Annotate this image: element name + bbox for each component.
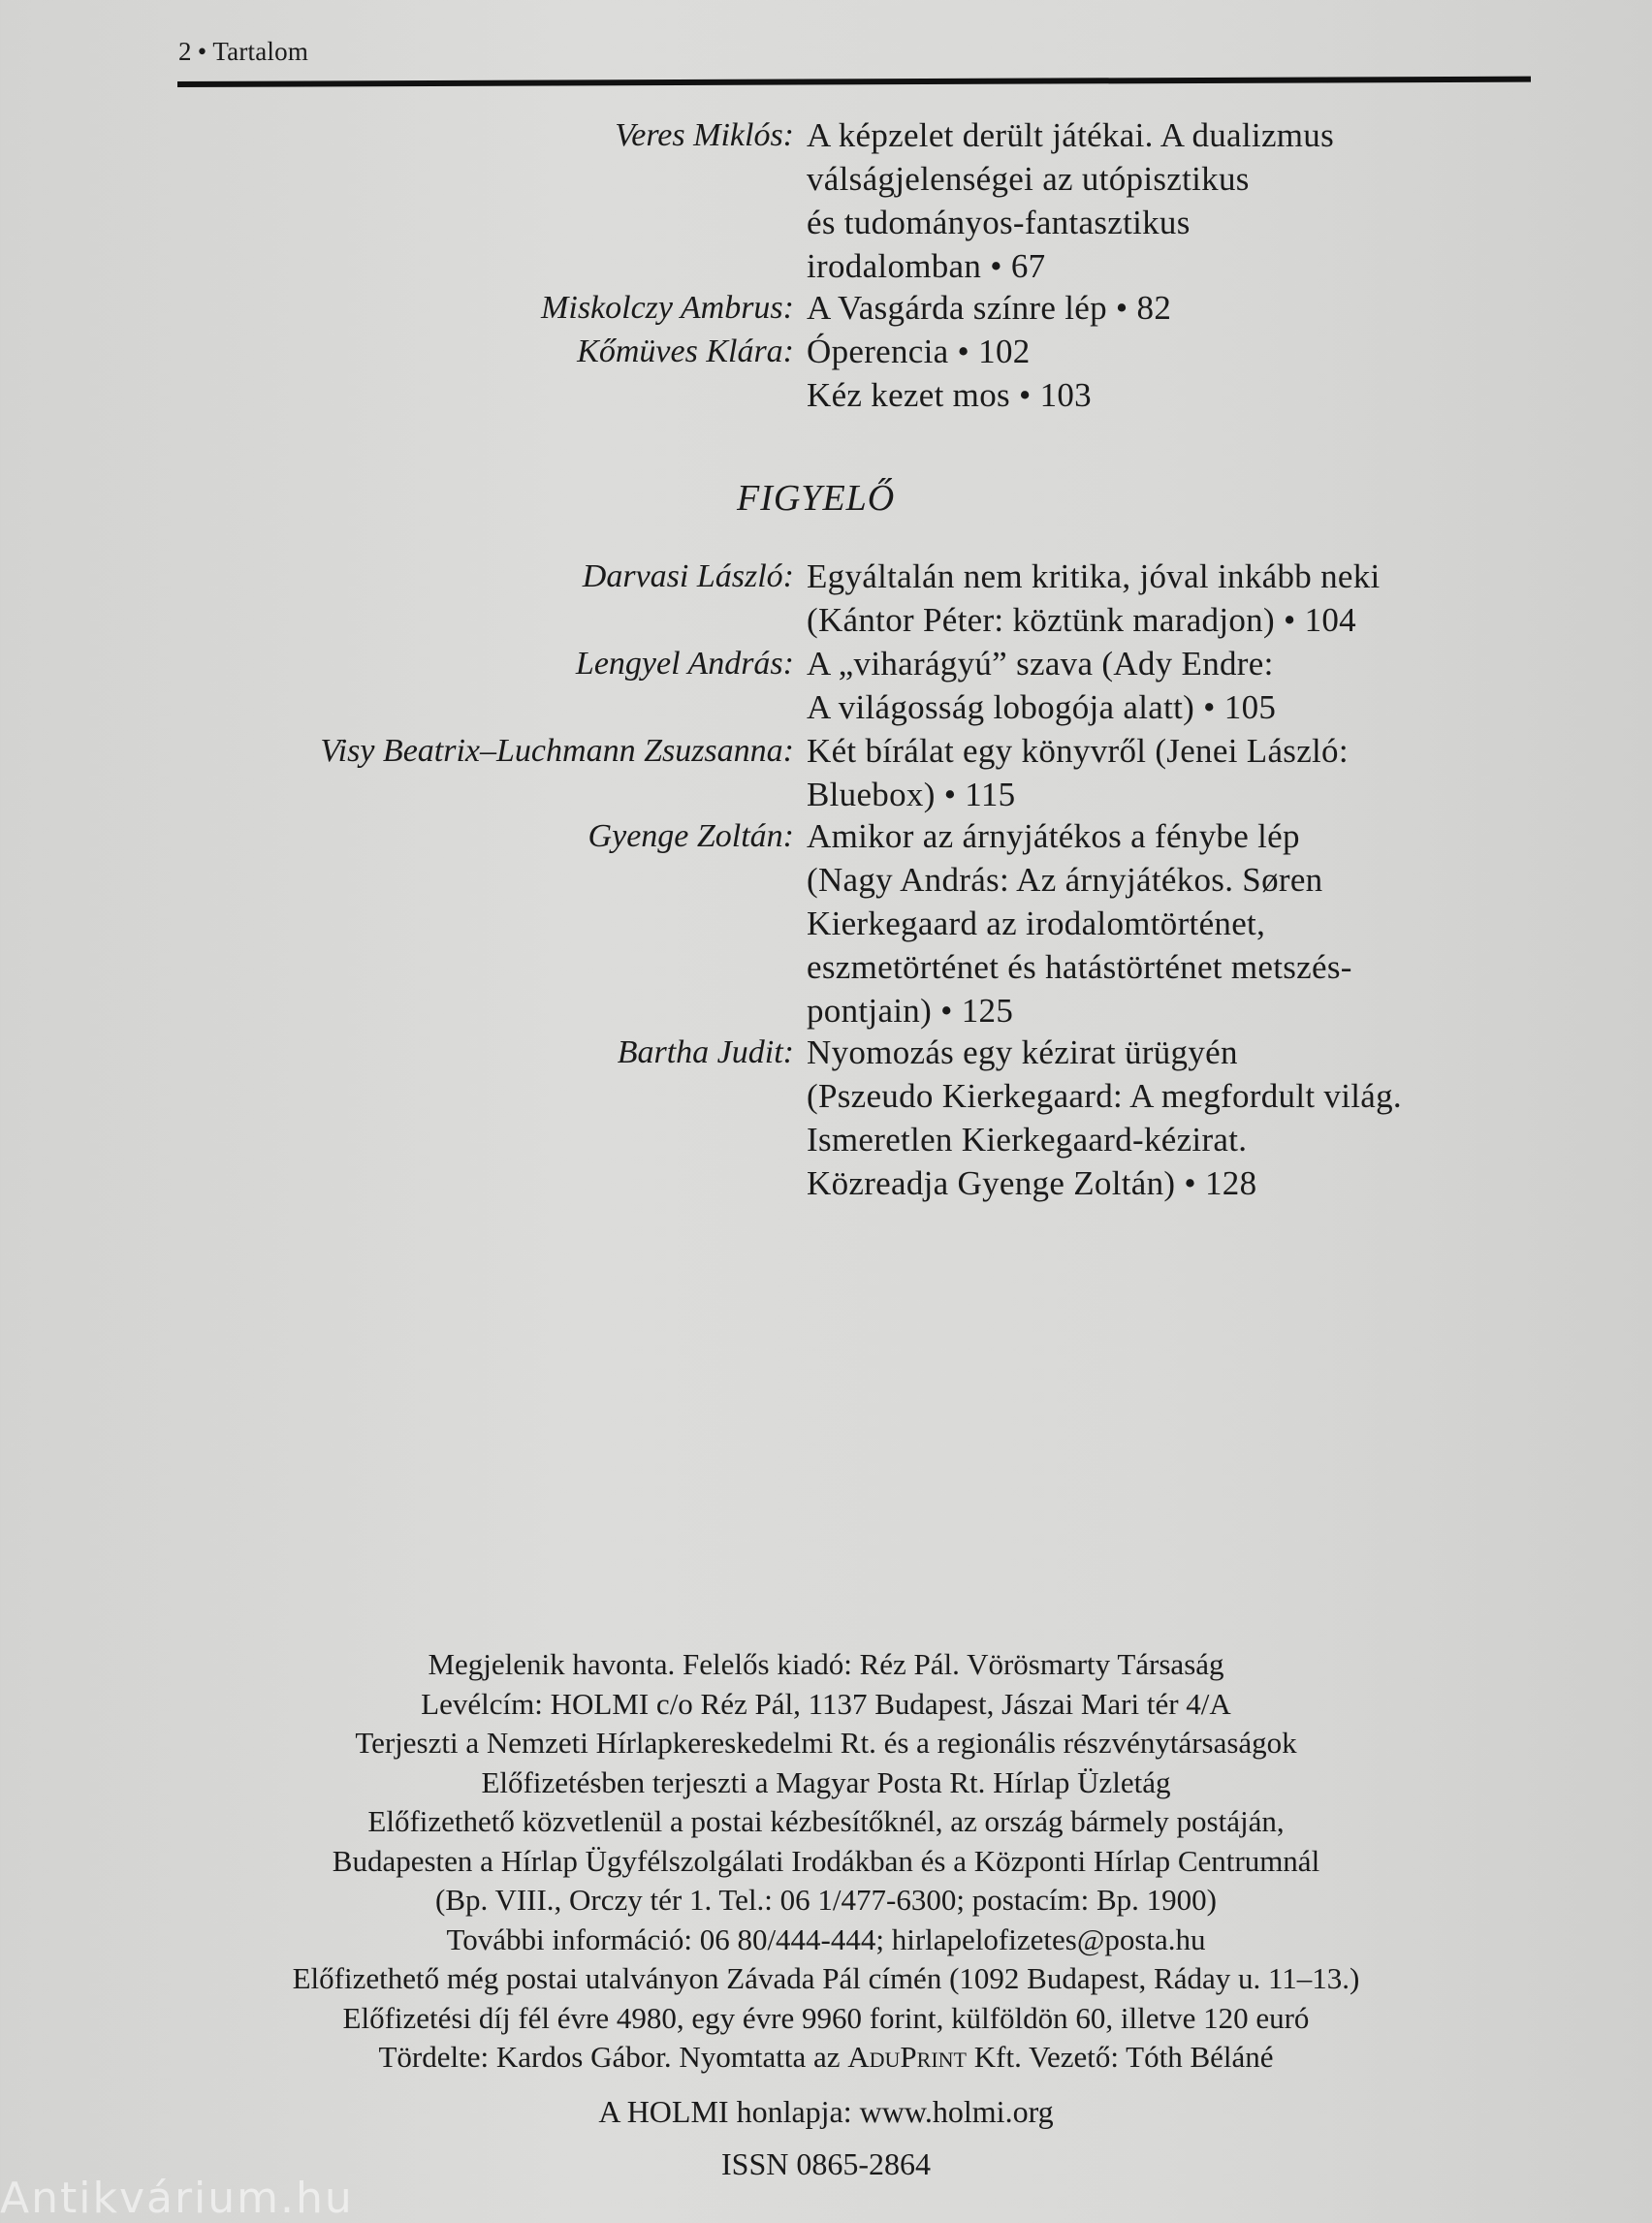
header-rule xyxy=(177,77,1531,87)
toc-title-line: irodalomban • 67 xyxy=(807,247,1046,285)
colophon-line: Előfizetésben terjeszti a Magyar Posta Rt. Hírlap Üzletág xyxy=(481,1764,1171,1799)
colophon xyxy=(0,1645,1652,2078)
colophon-line: Megjelenik havonta. Felelős kiadó: Réz Pál. Vörösmarty Társaság xyxy=(428,1647,1224,1681)
toc-title xyxy=(807,729,1349,816)
toc-author: Lengyel András: xyxy=(575,646,794,682)
printer-text-after: Kft. Vezető: Tóth Béláné xyxy=(967,2040,1274,2074)
toc-title xyxy=(807,1031,1402,1205)
colophon-line: Előfizethető még postai utalványon Závada Pál címén (1092 Budapest, Ráday u. 11–13.) xyxy=(292,1961,1360,1995)
toc-title-line: A „viharágyú” szava (Ady Endre: xyxy=(807,645,1274,683)
printer-text-before: Tördelte: Kardos Gábor. Nyomtatta az xyxy=(378,2040,848,2074)
colophon-line: Budapesten a Hírlap Ügyfélszolgálati Irodákban és a Központi Hírlap Centrumnál xyxy=(332,1843,1320,1878)
toc-title-line: Kéz kezet mos • 103 xyxy=(807,376,1092,414)
toc-title-line: (Kántor Péter: köztünk maradjon) • 104 xyxy=(807,601,1356,639)
colophon-line: Terjeszti a Nemzeti Hírlapkereskedelmi Rt. és a regionális részvénytársaságok xyxy=(355,1726,1297,1760)
toc-title-line: Ismeretlen Kierkegaard-kézirat. xyxy=(807,1121,1248,1159)
bullet-separator: • xyxy=(197,37,207,66)
toc-title-line: Bluebox) • 115 xyxy=(807,776,1016,813)
toc-title-line: válságjelenségei az utópisztikus xyxy=(807,160,1250,198)
toc-title-line: eszmetörténet és hatástörténet metszés- xyxy=(807,948,1352,986)
toc-title-line: (Nagy András: Az árnyjátékos. Søren xyxy=(807,861,1323,899)
toc-title-line: Kierkegaard az irodalomtörténet, xyxy=(807,905,1266,942)
toc-author: Miskolczy Ambrus: xyxy=(541,290,794,326)
toc-title-line: Két bírálat egy könyvről (Jenei László: xyxy=(807,732,1349,770)
toc-title-line: (Pszeudo Kierkegaard: A megfordult világ. xyxy=(807,1077,1402,1115)
colophon-line: További információ: 06 80/444-444; hirlapelofizetes@posta.hu xyxy=(446,1921,1206,1956)
toc-author: Gyenge Zoltán: xyxy=(588,818,794,854)
toc-title xyxy=(807,814,1352,1032)
toc-title xyxy=(807,555,1381,642)
toc-title-line: Közreadja Gyenge Zoltán) • 128 xyxy=(807,1164,1257,1202)
running-head xyxy=(178,37,308,67)
section-name: Tartalom xyxy=(212,37,309,66)
section-title: FIGYELŐ xyxy=(737,478,896,519)
colophon-printer-line xyxy=(0,2038,1652,2078)
watermark: Antikvárium.hu xyxy=(0,2174,354,2223)
toc-author: Darvasi László: xyxy=(582,558,794,594)
toc-title xyxy=(807,286,1171,330)
toc-title-line: Amikor az árnyjátékos a fénybe lép xyxy=(807,817,1300,855)
colophon-line: (Bp. VIII., Orczy tér 1. Tel.: 06 1/477-6300; postacím: Bp. 1900) xyxy=(435,1883,1217,1917)
toc-author: Bartha Judit: xyxy=(617,1034,794,1070)
toc-title xyxy=(807,113,1334,288)
toc-author: Visy Beatrix–Luchmann Zsuzsanna: xyxy=(320,733,794,769)
issn-line: ISSN 0865-2864 xyxy=(720,2146,931,2181)
toc-title xyxy=(807,642,1276,729)
toc-author: Veres Miklós: xyxy=(615,117,794,153)
toc-title-line: A világosság lobogója alatt) • 105 xyxy=(807,688,1277,726)
printer-name: AduPrint xyxy=(847,2040,967,2074)
toc-title-line: és tudományos-fantasztikus xyxy=(807,204,1191,241)
colophon-line: Előfizethető közvetlenül a postai kézbesítőknél, az ország bármely postáján, xyxy=(367,1804,1285,1838)
toc-author: Kőmüves Klára: xyxy=(577,333,794,369)
toc-title-line: Egyáltalán nem kritika, jóval inkább neki xyxy=(807,557,1381,595)
colophon-line: Előfizetési díj fél évre 4980, egy évre 9960 forint, külföldön 60, illetve 120 euró xyxy=(342,2000,1310,2035)
toc-title-line: A képzelet derült játékai. A dualizmus xyxy=(807,116,1335,154)
toc-title-line: Óperencia • 102 xyxy=(807,333,1031,370)
colophon-line: Levélcím: HOLMI c/o Réz Pál, 1137 Budapest, Jászai Mari tér 4/A xyxy=(421,1686,1231,1721)
page-number: 2 xyxy=(178,37,192,66)
toc-title-line: A Vasgárda színre lép • 82 xyxy=(807,289,1172,327)
toc-title xyxy=(807,330,1092,417)
website-line: A HOLMI honlapja: www.holmi.org xyxy=(598,2094,1054,2129)
toc-title-line: Nyomozás egy kézirat ürügyén xyxy=(807,1033,1238,1071)
toc-title-line: pontjain) • 125 xyxy=(807,992,1014,1030)
